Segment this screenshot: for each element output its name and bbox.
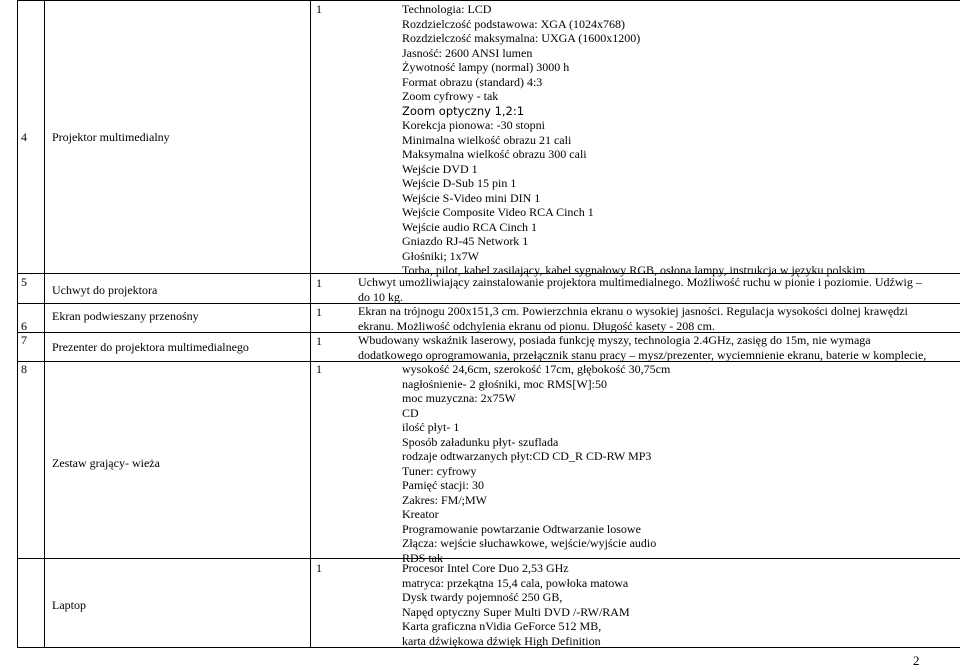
spec-line: Rozdzielczość maksymalna: UXGA (1600x1200) <box>402 31 641 45</box>
spec-line: Zoom optyczny 1,2:1 <box>402 103 525 118</box>
item-quantity: 1 <box>316 2 322 16</box>
spec-line: Napęd optyczny Super Multi DVD /-RW/RAM <box>402 604 630 619</box>
column-border <box>17 0 18 648</box>
spec-line: matryca: przekątna 15,4 cala, powłoka matowa <box>402 575 629 590</box>
item-specification <box>402 2 865 278</box>
spec-line: Format obrazu (standard) 4:3 <box>402 74 543 89</box>
spec-line: Rozdzielczość podstawowa: XGA (1024x768) <box>402 16 625 31</box>
item-name: Ekran podwieszany przenośny <box>52 309 199 323</box>
spec-line: Minimalna wielkość obrazu 21 cali <box>402 132 572 147</box>
spec-line: Uchwyt umożliwiający zainstalowanie projektora multimedialnego. Możliwość ruchu w pionie i poziomie. Udźwig – <box>358 275 922 289</box>
spec-line: Torba, pilot, kabel zasilający, kabel sygnałowy RGB, osłona lampy, instrukcja w języku polskim <box>402 263 866 277</box>
spec-line: RDS tak <box>402 550 444 565</box>
row-number: 6 <box>21 319 27 333</box>
spec-line: Żywotność lampy (normal) 3000 h <box>402 60 570 74</box>
spec-line: Maksymalna wielkość obrazu 300 cali <box>402 147 587 161</box>
spec-line: Głośniki; 1x7W <box>402 248 479 263</box>
spec-line: Kreator <box>402 507 439 521</box>
spec-line: nagłośnienie- 2 głośniki, moc RMS[W]:50 <box>402 376 607 391</box>
spec-line: CD <box>402 405 419 420</box>
spec-line: Karta graficzna nVidia GeForce 512 MB, <box>402 619 602 633</box>
spec-line: Korekcja pionowa: -30 stopni <box>402 118 545 132</box>
spec-line: ilość płyt- 1 <box>402 420 460 434</box>
spec-line: Dysk twardy pojemność 250 GB, <box>402 590 563 604</box>
spec-line: Wejście DVD 1 <box>402 161 478 176</box>
row-number: 4 <box>21 130 27 144</box>
item-quantity: 1 <box>316 334 322 348</box>
spec-line: Sposób załadunku płyt- szuflada <box>402 434 559 449</box>
spec-line: Zoom cyfrowy - tak <box>402 89 499 103</box>
spec-line: Pamięć stacji: 30 <box>402 478 484 492</box>
spec-line: Złącza: wejście słuchawkowe, wejście/wyjście audio <box>402 536 657 550</box>
spec-line: Programowanie powtarzanie Odtwarzanie losowe <box>402 521 641 536</box>
spec-line: Wejście S-Video mini DIN 1 <box>402 190 541 205</box>
item-specification <box>402 362 670 565</box>
spec-line: rodzaje odtwarzanych płyt:CD CD_R CD-RW MP3 <box>402 449 652 463</box>
spec-line: karta dźwiękowa dźwięk High Definition <box>402 633 601 648</box>
item-specification <box>358 304 908 333</box>
item-quantity: 1 <box>316 305 322 319</box>
item-name: Zestaw grający- wieża <box>52 456 160 470</box>
item-name: Prezenter do projektora multimedialnego <box>52 340 249 354</box>
spec-line: Zakres: FM/;MW <box>402 492 487 507</box>
item-specification <box>358 333 926 362</box>
column-border <box>44 0 45 648</box>
item-quantity: 1 <box>316 362 322 376</box>
spec-line: dodatkowego oprogramowania, przełącznik stanu pracy – mysz/prezenter, wyciemnienie ekranu, baterie w komplecie, <box>358 347 927 362</box>
spec-line: wysokość 24,6cm, szerokość 17cm, głębokość 30,75cm <box>402 362 671 376</box>
item-name: Laptop <box>52 598 86 612</box>
row-number: 5 <box>21 275 27 289</box>
spec-line: Wbudowany wskaźnik laserowy, posiada funkcję myszy, technologia 2.4GHz, zasięg do 15m, nie wymaga <box>358 333 871 347</box>
page-number: 2 <box>913 653 920 668</box>
item-quantity: 1 <box>316 276 322 290</box>
spec-line: Procesor Intel Core Duo 2,53 GHz <box>402 561 569 575</box>
row-number: 7 <box>21 333 27 347</box>
row-number: 8 <box>21 362 27 376</box>
item-quantity: 1 <box>316 561 322 575</box>
table-top-border <box>17 0 960 1</box>
item-name: Projektor multimedialny <box>52 130 170 144</box>
spec-line: Ekran na trójnogu 200x151,3 cm. Powierzchnia ekranu o wysokiej jasności. Regulacja wysokości dolnej krawędzi <box>358 304 908 318</box>
item-specification <box>358 275 922 304</box>
spec-line: Gniazdo RJ-45 Network 1 <box>402 234 529 248</box>
spec-line: ekranu. Możliwość odchylenia ekranu od pionu. Długość kasety - 208 cm. <box>358 318 715 333</box>
spec-line: Technologia: LCD <box>402 2 492 16</box>
item-specification <box>402 561 630 648</box>
spec-line: Wejście D-Sub 15 pin 1 <box>402 176 517 190</box>
item-name: Uchwyt do projektora <box>52 283 158 297</box>
spec-line: Jasność: 2600 ANSI lumen <box>402 45 533 60</box>
column-border <box>310 0 311 648</box>
spec-line: moc muzyczna: 2x75W <box>402 391 516 405</box>
spec-line: Tuner: cyfrowy <box>402 463 477 478</box>
spec-line: do 10 kg. <box>358 289 403 304</box>
spec-line: Wejście Composite Video RCA Cinch 1 <box>402 205 594 219</box>
spec-line: Wejście audio RCA Cinch 1 <box>402 219 538 234</box>
